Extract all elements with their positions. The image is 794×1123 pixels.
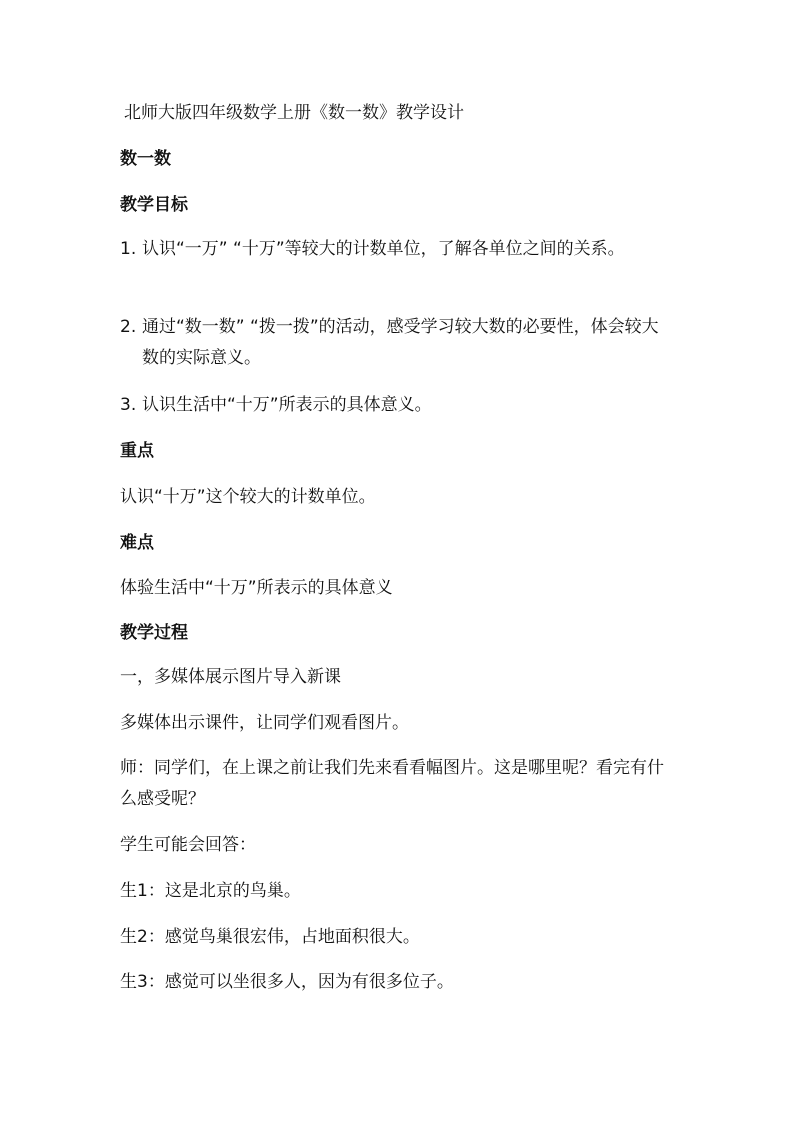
process-heading: 教学过程 — [120, 623, 188, 643]
process-section-title: 一，多媒体展示图片导入新课 — [120, 667, 341, 687]
key-point-text: 认识“十万”这个较大的计数单位。 — [120, 487, 376, 507]
objective-number: 1. — [120, 239, 137, 259]
key-point-heading: 重点 — [120, 441, 154, 461]
objective-item-2 — [120, 312, 672, 374]
process-paragraph: 学生可能会回答： — [120, 835, 256, 855]
difficulty-text: 体验生活中“十万”所表示的具体意义 — [120, 578, 393, 598]
document-title: 北师大版四年级数学上册《数一数》教学设计 — [124, 103, 464, 123]
lesson-name-heading: 数一数 — [120, 149, 171, 169]
objective-number: 3. — [120, 395, 137, 415]
objective-text: 认识“一万” “十万”等较大的计数单位，了解各单位之间的关系。 — [142, 239, 625, 259]
objective-number: 2. — [120, 317, 137, 337]
objective-item-3 — [120, 390, 672, 421]
objectives-heading: 教学目标 — [120, 195, 188, 215]
objective-item-1 — [120, 234, 672, 265]
objective-text: 认识生活中“十万”所表示的具体意义。 — [142, 395, 432, 415]
objective-text: 通过“数一数” “拨一拨”的活动，感受学习较大数的必要性，体会较大数的实际意义。 — [142, 317, 659, 368]
difficulty-heading: 难点 — [120, 533, 154, 553]
process-paragraph: 生2：感觉鸟巢很宏伟，占地面积很大。 — [120, 927, 420, 947]
process-paragraph: 生3：感觉可以坐很多人，因为有很多位子。 — [120, 972, 454, 992]
process-paragraph: 多媒体出示课件，让同学们观看图片。 — [120, 713, 409, 733]
process-paragraph: 生1：这是北京的鸟巢。 — [120, 881, 301, 901]
process-paragraph: 师：同学们，在上课之前让我们先来看看幅图片。这是哪里呢？看完有什么感受呢？ — [120, 758, 664, 809]
